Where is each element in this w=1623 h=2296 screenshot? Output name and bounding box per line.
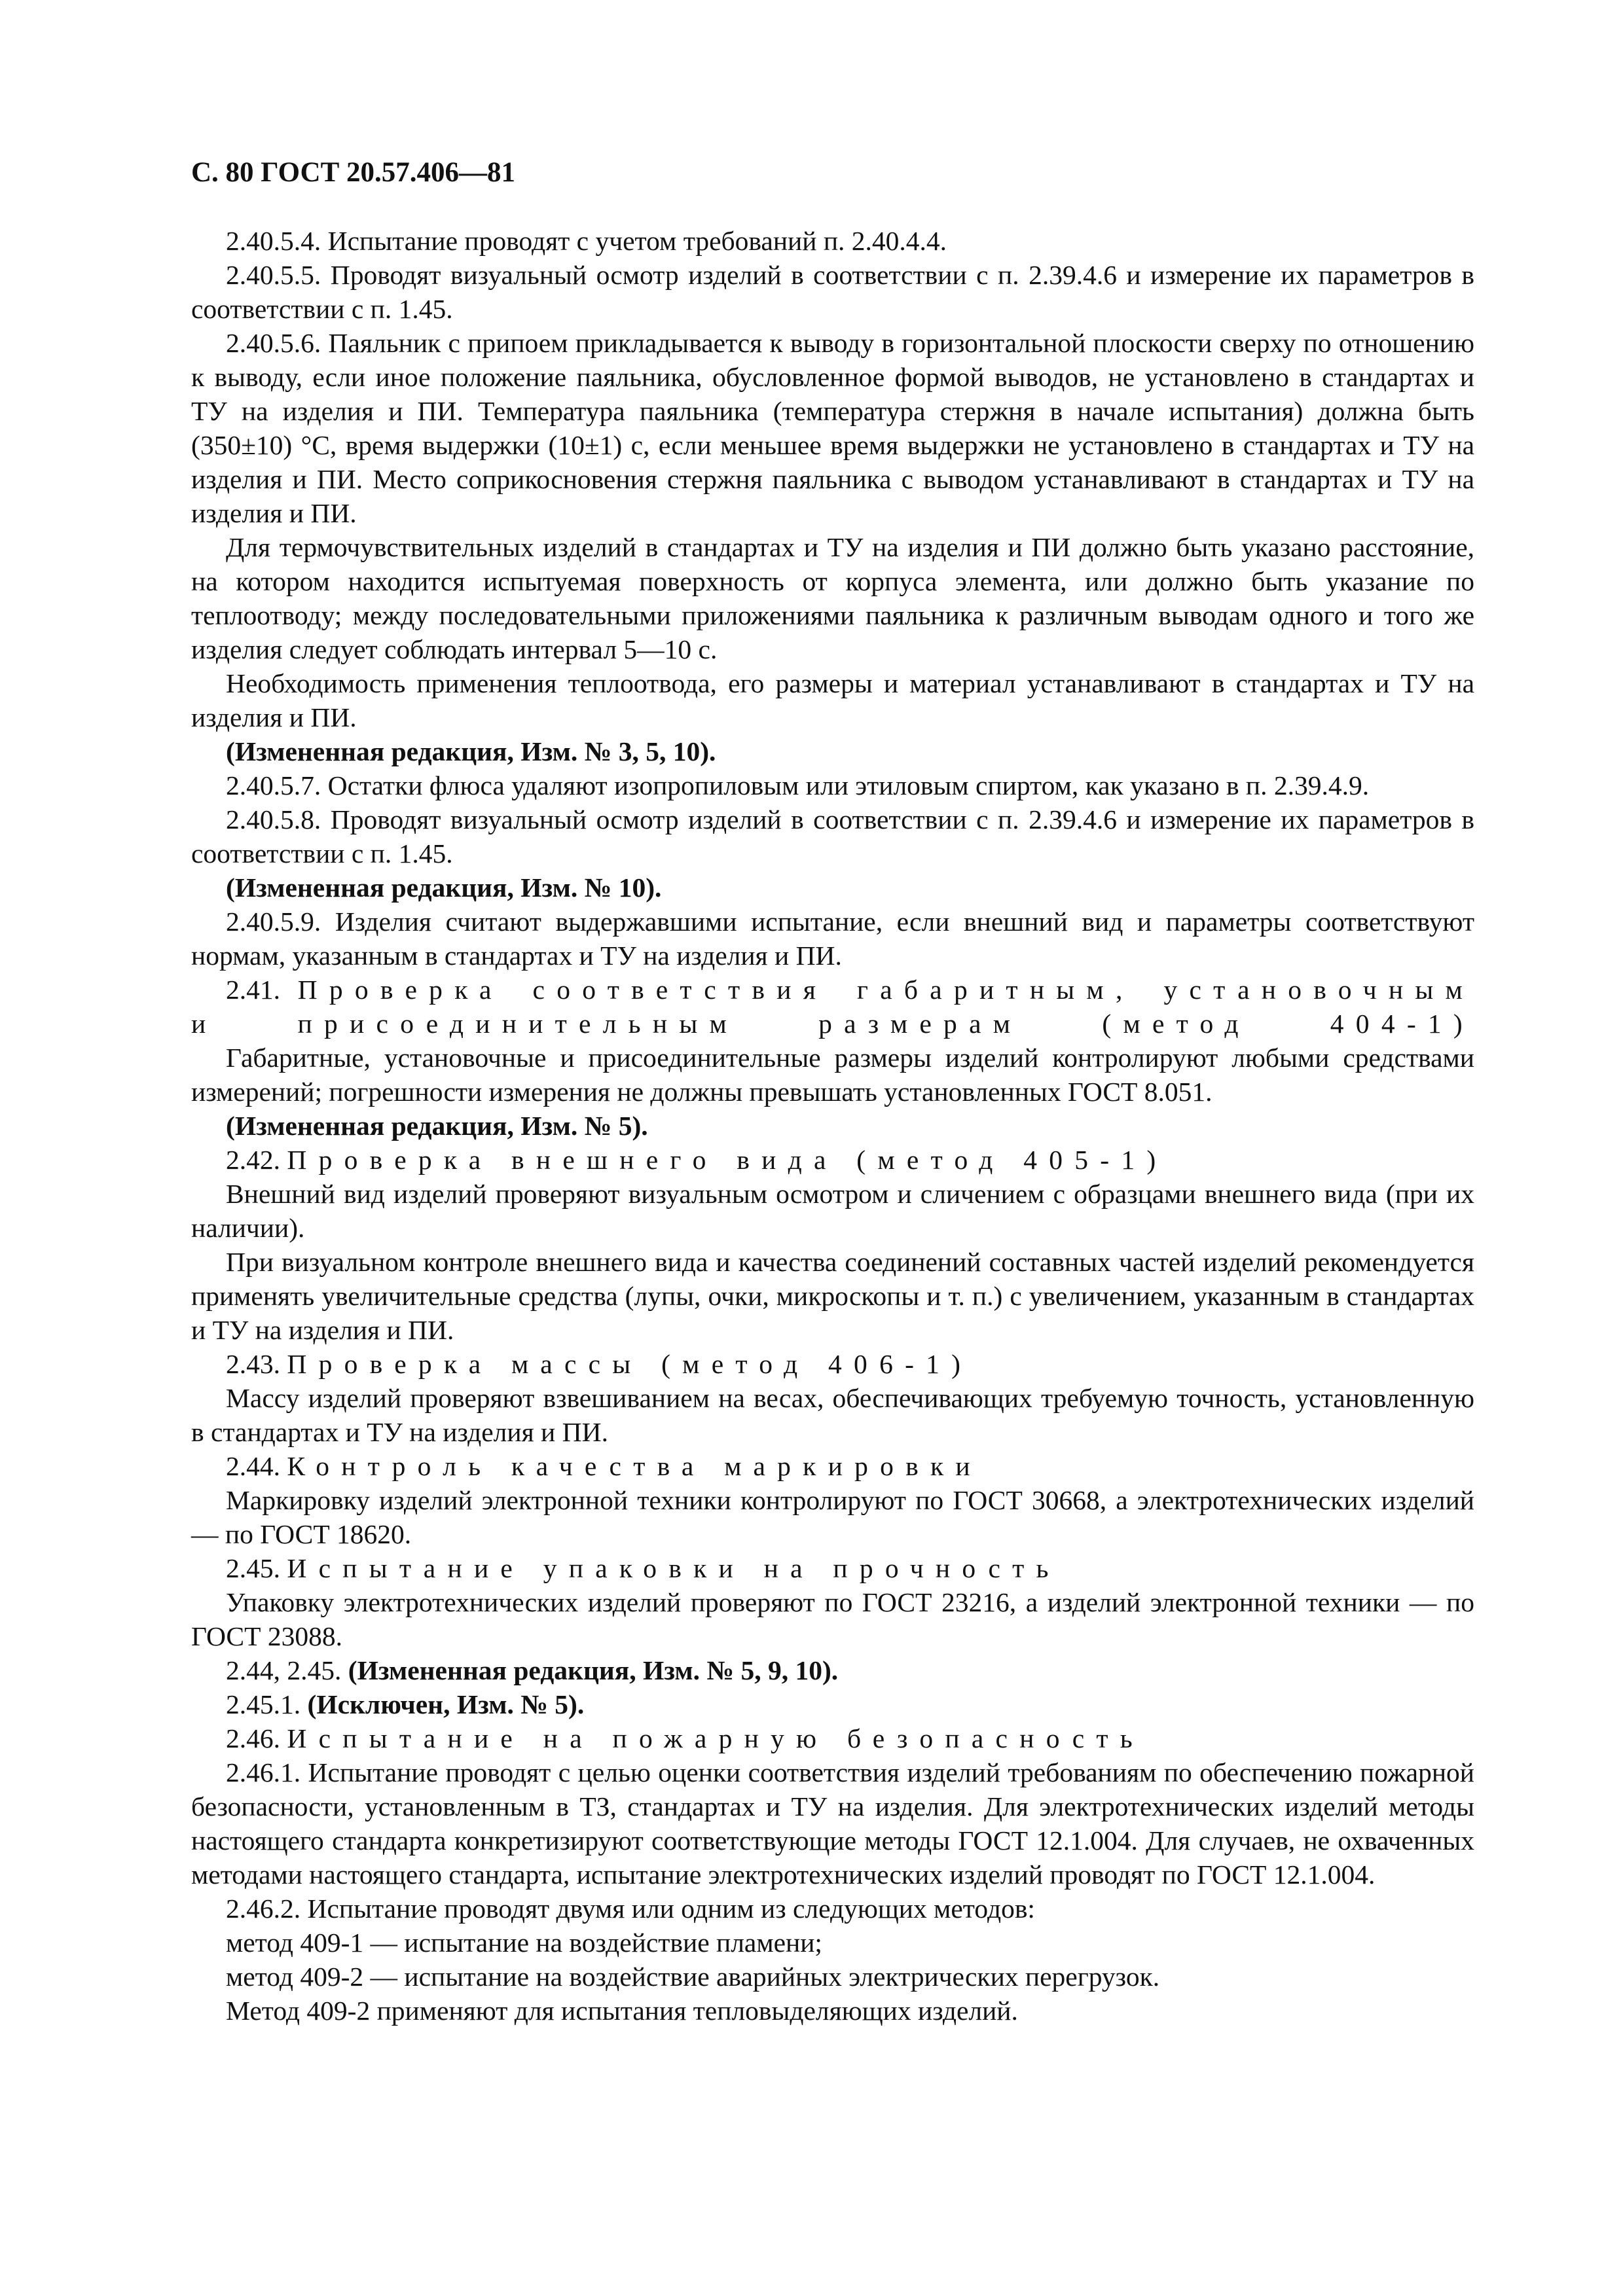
section-title: Испытание на пожарную безопасность [287, 1723, 1144, 1753]
section-number: 2.46. [226, 1723, 280, 1753]
section-title: Контроль качества маркировки [287, 1451, 982, 1481]
paragraph-2-40-5-9: 2.40.5.9. Изделия считают выдержавшими испытание, если внешний вид и параметры соответствуют нормам, указанным в стандартах и ТУ на изделия и ПИ. [191, 906, 1474, 971]
section-number: 2.43. [226, 1349, 280, 1379]
section-heading-2-45 [191, 1551, 1474, 1585]
paragraph-marking: Маркировку изделий электронной техники контролируют по ГОСТ 30668, а электротехнических изделий — по ГОСТ 18620. [191, 1485, 1474, 1549]
page-header: С. 80 ГОСТ 20.57.406—81 [191, 157, 516, 188]
section-heading-2-46 [191, 1721, 1474, 1755]
paragraph-2-40-5-4: 2.40.5.4. Испытание проводят с учетом требований п. 2.40.4.4. [226, 226, 947, 256]
document-page [191, 156, 1474, 2028]
section-heading-2-44 [191, 1449, 1474, 1483]
section-number: 2.44, 2.45. [226, 1655, 342, 1685]
section-number: 2.45. [226, 1553, 280, 1583]
paragraph-method-409-2-usage: Метод 409-2 применяют для испытания тепловыделяющих изделий. [226, 1996, 1018, 2026]
section-title: Проверка массы (метод 406-1) [287, 1349, 973, 1379]
section-number: 2.42. [226, 1145, 280, 1175]
paragraph-mass: Массу изделий проверяют взвешиванием на весах, обеспечивающих требуемую точность, установленную в стандартах и ТУ на изделия и ПИ. [191, 1383, 1474, 1447]
paragraph-visual: Внешний вид изделий проверяют визуальным осмотром и сличением с образцами внешнего вида (при их наличии). [191, 1179, 1474, 1243]
paragraph-packaging: Упаковку электротехнических изделий проверяют по ГОСТ 23216, а изделий электронной техники — по ГОСТ 23088. [191, 1587, 1474, 1651]
amendment-note: (Измененная редакция, Изм. № 10). [226, 872, 662, 903]
amendment-note: (Измененная редакция, Изм. № 5, 9, 10). [348, 1655, 839, 1685]
amendment-note: (Измененная редакция, Изм. № 3, 5, 10). [226, 736, 716, 766]
section-number: 2.45.1. [226, 1689, 301, 1719]
paragraph-2-40-5-7: 2.40.5.7. Остатки флюса удаляют изопропиловым или этиловым спиртом, как указано в п. 2.39.4.9. [226, 770, 1370, 800]
paragraph-2-40-5-6: 2.40.5.6. Паяльник с припоем прикладывается к выводу в горизонтальной плоскости сверху по отношению к выводу, если иное положение паяльника, обусловленное формой выводов, не установлено в стандартах и ТУ на изделия и ПИ. Температура паяльника (температура стержня в начале испытания) должна быть (350±10) °С, время выдержки (10±1) с, если меньшее время выдержки не установлено в стандартах и ТУ на изделия и ПИ. Место соприкосновения стержня паяльника с выводом устанавливают в стандартах и ТУ на изделия и ПИ. [191, 328, 1474, 528]
section-number: 2.41. [226, 975, 280, 1005]
list-item-method-409-1: метод 409-1 — испытание на воздействие пламени; [226, 1928, 822, 1958]
excluded-note: (Исключен, Изм. № 5). [307, 1689, 585, 1719]
amendment-line-2-45-1 [191, 1687, 1474, 1721]
section-heading-2-42 [191, 1143, 1474, 1177]
paragraph-2-40-5-8: 2.40.5.8. Проводят визуальный осмотр изделий в соответствии с п. 2.39.4.6 и измерение их параметров в соответствии с п. 1.45. [191, 804, 1474, 869]
amendment-line-2-44-2-45 [191, 1653, 1474, 1687]
paragraph-2-46-2: 2.46.2. Испытание проводят двумя или одним из следующих методов: [226, 1893, 1035, 1924]
paragraph-thermosensitive: Для термочувствительных изделий в стандартах и ТУ на изделия и ПИ должно быть указано расстояние, на котором находится испытуемая поверхность от корпуса элемента, или должно быть указание по теплоотводу; между последовательными приложениями паяльника к различным выводам одного и того же изделия следует соблюдать интервал 5—10 с. [191, 532, 1474, 664]
section-heading-2-41 [191, 973, 1474, 1041]
paragraph-2-46-1: 2.46.1. Испытание проводят с целью оценки соответствия изделий требованиям по обеспечению пожарной безопасности, установленным в ТЗ, стандартах и ТУ на изделия. Для электротехнических изделий методы настоящего стандарта конкретизируют соответствующие методы ГОСТ 12.1.004. Для случаев, не охваченных методами настоящего стандарта, испытание электротехнических изделий проводят по ГОСТ 12.1.004. [191, 1757, 1474, 1890]
section-title: Проверка соответствия габаритным, установочным и присоединительным размерам (метод 404-1) [191, 975, 1475, 1039]
paragraph-heatsink: Необходимость применения теплоотвода, его размеры и материал устанавливают в стандартах и ТУ на изделия и ПИ. [191, 668, 1474, 732]
paragraph-dimensions: Габаритные, установочные и присоединительные размеры изделий контролируют любыми средствами измерений; погрешности измерения не должны превышать установленных ГОСТ 8.051. [191, 1043, 1474, 1107]
section-number: 2.44. [226, 1451, 280, 1481]
section-title: Испытание упаковки на прочность [287, 1553, 1061, 1583]
section-title: Проверка внешнего вида (метод 405-1) [287, 1145, 1168, 1175]
paragraph-2-40-5-5: 2.40.5.5. Проводят визуальный осмотр изделий в соответствии с п. 2.39.4.6 и измерение их параметров в соответствии с п. 1.45. [191, 260, 1474, 324]
section-heading-2-43 [191, 1347, 1474, 1381]
paragraph-magnifier: При визуальном контроле внешнего вида и качества соединений составных частей изделий рекомендуется применять увеличительные средства (лупы, очки, микроскопы и т. п.) с увеличением, указанным в стандартах и ТУ на изделия и ПИ. [191, 1247, 1474, 1345]
list-item-method-409-2: метод 409-2 — испытание на воздействие аварийных электрических перегрузок. [226, 1962, 1160, 1992]
amendment-note: (Измененная редакция, Изм. № 5). [226, 1111, 648, 1141]
